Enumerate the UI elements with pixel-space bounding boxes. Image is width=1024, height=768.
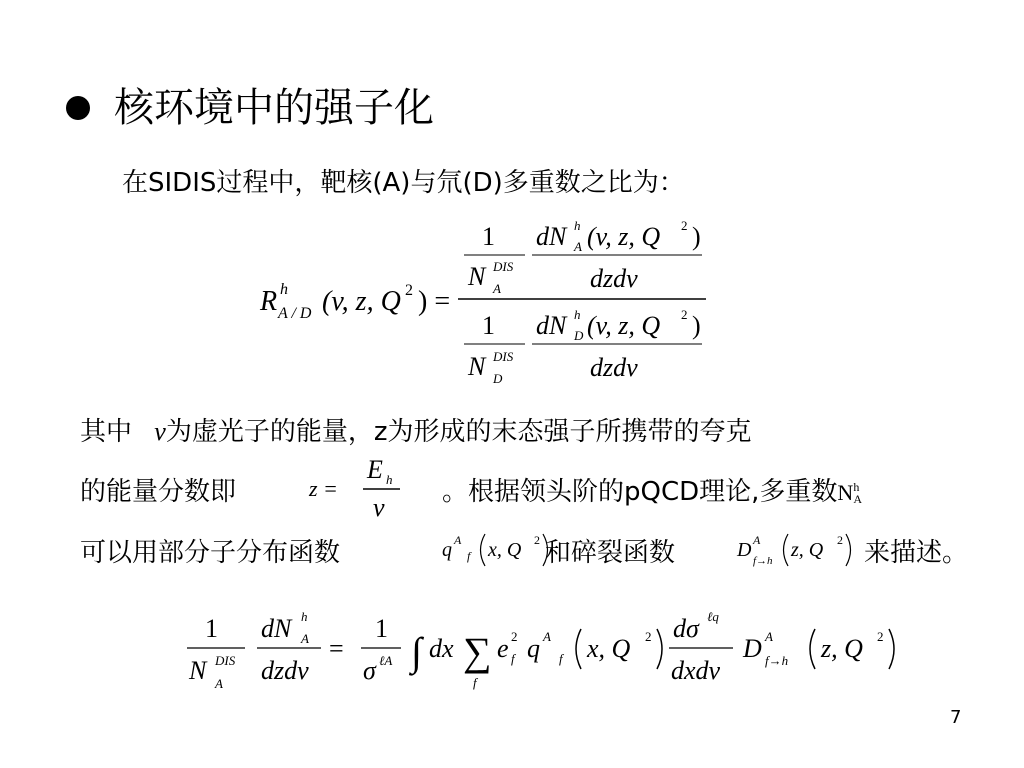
ratio-R-sub: A / D: [278, 305, 312, 322]
frag-formula: [735, 530, 860, 572]
pdf-args-sup: 2: [534, 533, 540, 547]
ratio-close-eq: ) =: [418, 286, 451, 317]
bf-paren-open-1: [576, 629, 581, 669]
frag-args: z, Q: [791, 539, 824, 561]
bf-D: D: [743, 634, 762, 663]
z-eq: z =: [309, 476, 338, 501]
pdf-left-paren: [481, 534, 486, 566]
bf-xQ-sup: 2: [645, 629, 652, 644]
bf-paren-open-2: [810, 629, 815, 669]
num-A-dN-sup: h: [574, 218, 581, 233]
den-D-dzdv: dzdv: [590, 353, 638, 382]
z-definition-formula: [305, 452, 415, 522]
num-A-N: N: [468, 262, 486, 291]
pdf-formula: [440, 530, 560, 570]
bf-one: 1: [205, 614, 218, 643]
paragraph-line-1: [80, 415, 751, 449]
paragraph-line-3b: 和碎裂函数: [545, 538, 676, 568]
frag-D: D: [737, 539, 752, 561]
bf-one-2: 1: [375, 614, 388, 643]
num-A-N-sup: DIS: [493, 259, 514, 274]
slide-title: 核环境中的强子化: [114, 85, 434, 131]
bullet-dot: [66, 96, 90, 120]
bf-dsigma-sup: ℓq: [707, 609, 719, 624]
z-E: E: [367, 455, 383, 484]
bf-integral: ∫: [411, 629, 422, 674]
num-A-args: (v, z, Q: [587, 222, 661, 251]
multiplicity-sup: h: [853, 479, 860, 494]
pdf-q-sub: f: [467, 549, 471, 563]
bf-dN-sub: A: [301, 631, 309, 646]
bf-D-sup: A: [765, 629, 773, 644]
bf-paren-close-1: [657, 629, 662, 669]
bf-e: e: [497, 634, 509, 663]
bf-N: N: [189, 656, 207, 685]
bf-q-sup: A: [543, 629, 551, 644]
z-E-sub: h: [386, 472, 393, 487]
den-D-close: ): [692, 311, 701, 340]
bf-dsigma: dσ: [673, 614, 699, 643]
p1-prefix: 其中: [80, 417, 133, 447]
num-A-args-sup: 2: [681, 218, 688, 233]
bf-dN: dN: [261, 614, 292, 643]
num-A-N-sub: A: [493, 281, 501, 296]
ratio-formula: [250, 215, 720, 390]
p2-rest: 。根据领头阶的pQCD理论,多重数: [442, 477, 838, 507]
paragraph-line-3c: 来描述。: [864, 538, 969, 568]
multiplicity-sub: A: [853, 491, 862, 506]
bf-dN-sup: h: [301, 609, 308, 624]
bf-e-sub: f: [511, 651, 515, 666]
bf-sum: ∑: [463, 629, 492, 674]
ratio-args-sup: 2: [405, 282, 413, 299]
pdf-args: x, Q: [488, 539, 522, 561]
num-A-dN-sub: A: [574, 239, 582, 254]
num-A-one: 1: [482, 222, 495, 251]
bf-N-sup: DIS: [215, 653, 236, 668]
den-D-N-sub: D: [493, 371, 503, 386]
pdf-q: q: [442, 539, 452, 561]
z-nu: ν: [373, 493, 385, 522]
den-D-dN-sup: h: [574, 307, 581, 322]
num-A-close: ): [692, 222, 701, 251]
bf-q: q: [527, 634, 540, 663]
frag-D-sub: f→h: [753, 555, 773, 567]
paragraph-line-2b: [442, 475, 862, 510]
bf-xQ: x, Q: [587, 634, 631, 663]
num-A-dN: dN: [536, 222, 567, 251]
bf-D-sub: f→h: [765, 653, 789, 668]
multiplicity-N: N: [837, 480, 854, 505]
pdf-q-sup: A: [454, 533, 462, 547]
bf-zQ: z, Q: [821, 634, 863, 663]
intro-line: 在SIDIS过程中，靶核(A)与氘(D)多重数之比为：: [122, 168, 685, 198]
num-A-dzdv: dzdv: [590, 264, 638, 293]
den-D-args: (v, z, Q: [587, 311, 661, 340]
bf-N-sub: A: [215, 676, 223, 691]
bf-dx: dx: [429, 634, 454, 663]
bf-eq: =: [329, 634, 344, 663]
frag-args-sup: 2: [837, 533, 843, 547]
bf-sigma-sup: ℓA: [379, 653, 393, 668]
bf-zQ-sup: 2: [877, 629, 884, 644]
bf-paren-close-2: [889, 629, 894, 669]
ratio-R: R: [260, 286, 278, 317]
factorization-formula: [185, 605, 905, 695]
ratio-args: (v, z, Q: [322, 286, 401, 317]
bf-dxdnu: dxdν: [671, 656, 721, 685]
den-D-args-sup: 2: [681, 307, 688, 322]
frag-left-paren: [784, 534, 789, 566]
page-number: 7: [950, 707, 962, 728]
p1-rest: 为虚光子的能量，z为形成的末态强子所携带的夸克: [165, 417, 752, 447]
paragraph-line-3a: 可以用部分子分布函数: [80, 538, 341, 568]
frag-D-sup: A: [753, 533, 761, 547]
den-D-one: 1: [482, 311, 495, 340]
ratio-R-sup: h: [280, 281, 288, 298]
bf-e-sup: 2: [511, 629, 518, 644]
multiplicity-scripts: [853, 481, 862, 505]
bf-sigma: σ: [363, 656, 376, 685]
frag-right-paren: [846, 534, 851, 566]
bf-sum-sub: f: [473, 675, 477, 690]
paragraph-line-2a: 的能量分数即: [80, 477, 237, 507]
den-D-N: N: [468, 352, 486, 381]
den-D-dN-sub: D: [574, 328, 584, 343]
p1-nu: v: [154, 417, 166, 446]
den-D-N-sup: DIS: [493, 349, 514, 364]
bf-dzdv: dzdv: [261, 656, 309, 685]
den-D-dN: dN: [536, 311, 567, 340]
bf-q-sub: f: [559, 651, 563, 666]
